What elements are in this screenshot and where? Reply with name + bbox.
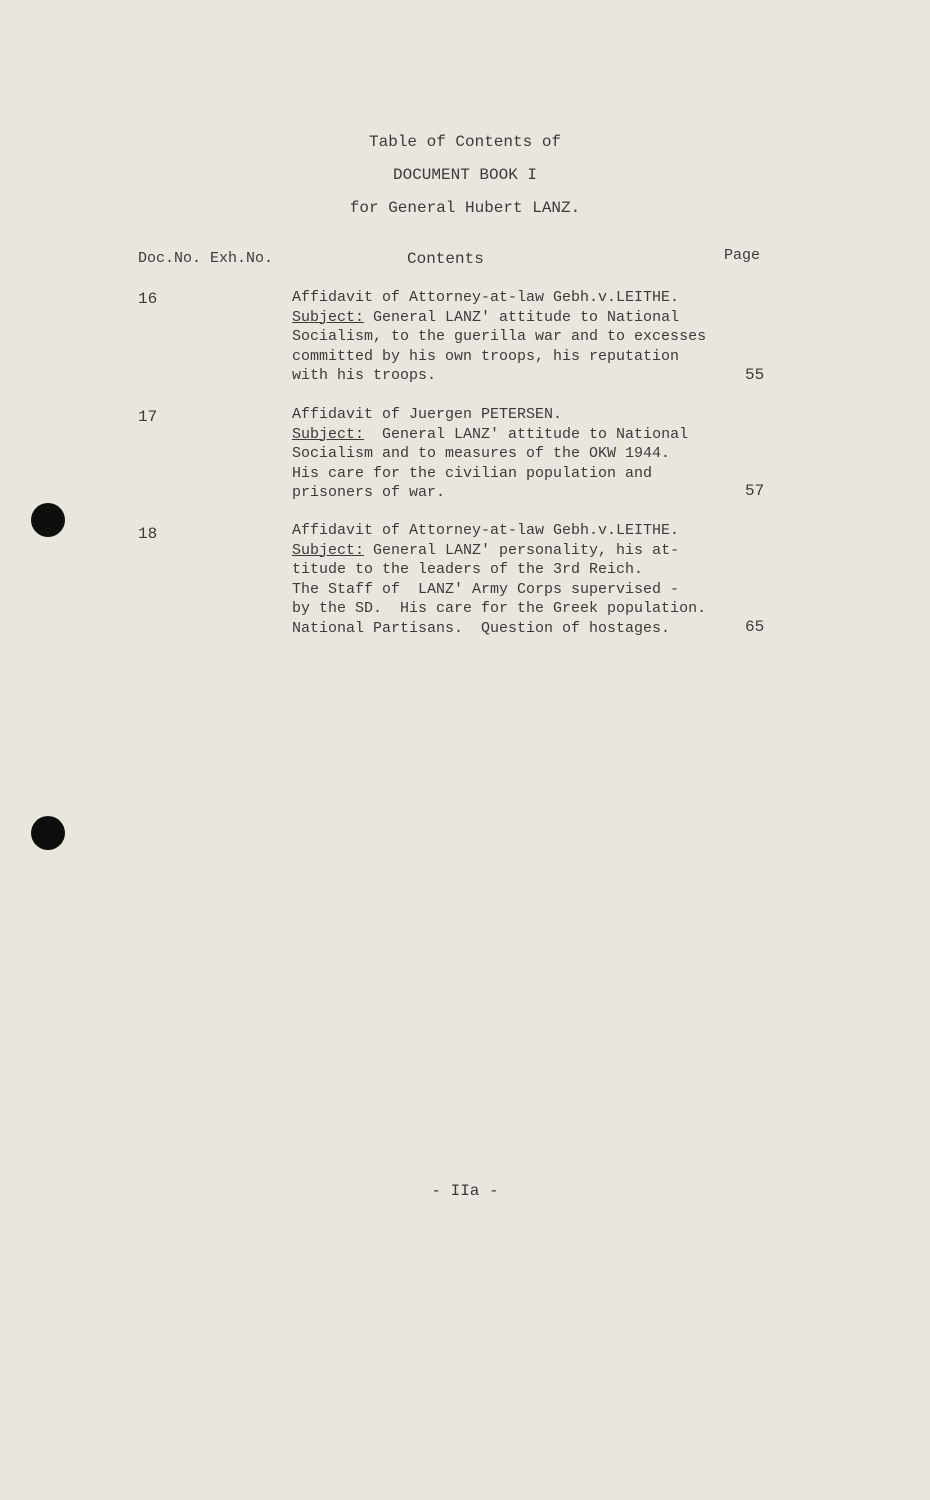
punch-hole <box>31 816 65 850</box>
entry-page-number: 57 <box>745 482 765 500</box>
entry-line: Socialism and to measures of the OKW 1944. <box>292 445 671 462</box>
entry-subject-line <box>292 308 752 328</box>
column-header-doc-exh: Doc.No. Exh.No. <box>138 250 274 267</box>
entry-description <box>292 288 752 386</box>
entry-line: titude to the leaders of the 3rd Reich. <box>292 561 644 578</box>
entry-line: committed by his own troops, his reputation <box>292 347 680 365</box>
entry-title: Affidavit of Attorney-at-law Gebh.v.LEITHE. <box>292 522 680 539</box>
entry-doc-number: 18 <box>138 525 158 543</box>
entry-title: Affidavit of Attorney-at-law Gebh.v.LEITHE. <box>292 289 680 306</box>
entry-line: with his troops. <box>292 367 437 384</box>
title-line-2: DOCUMENT BOOK I <box>392 166 538 184</box>
entry-line: Socialism, to the guerilla war and to excesses <box>292 328 707 345</box>
subject-label: Subject: <box>292 541 365 559</box>
entry-line: The Staff of LANZ' Army Corps supervised - <box>292 580 680 598</box>
entry-title: Affidavit of Juergen PETERSEN. <box>292 406 563 423</box>
subject-text: General LANZ' attitude to National <box>364 308 680 326</box>
entry-subject-line <box>292 541 752 561</box>
entry-doc-number: 16 <box>138 290 158 308</box>
entry-doc-number: 17 <box>138 408 158 426</box>
entry-description <box>292 405 752 503</box>
page-footer-number: - IIa - <box>431 1182 499 1200</box>
document-title <box>300 132 630 231</box>
title-line-3: for General Hubert LANZ. <box>349 199 581 217</box>
entry-line: by the SD. His care for the Greek population. <box>292 600 707 617</box>
entry-page-number: 55 <box>745 366 765 384</box>
entry-page-number: 65 <box>745 618 765 636</box>
subject-text: General LANZ' personality, his at- <box>364 541 680 559</box>
subject-label: Subject: <box>292 425 365 443</box>
column-header-page: Page <box>724 247 761 264</box>
entry-line: National Partisans. Question of hostages. <box>292 619 671 637</box>
subject-label: Subject: <box>292 308 365 326</box>
punch-hole <box>31 503 65 537</box>
entry-subject-line <box>292 425 752 445</box>
entry-description <box>292 521 752 638</box>
title-line-1: Table of Contents of <box>368 133 562 151</box>
column-header-contents: Contents <box>407 250 484 268</box>
subject-text: General LANZ' attitude to National <box>364 425 689 443</box>
entry-line: His care for the civilian population and <box>292 464 653 482</box>
entry-line: prisoners of war. <box>292 484 446 501</box>
